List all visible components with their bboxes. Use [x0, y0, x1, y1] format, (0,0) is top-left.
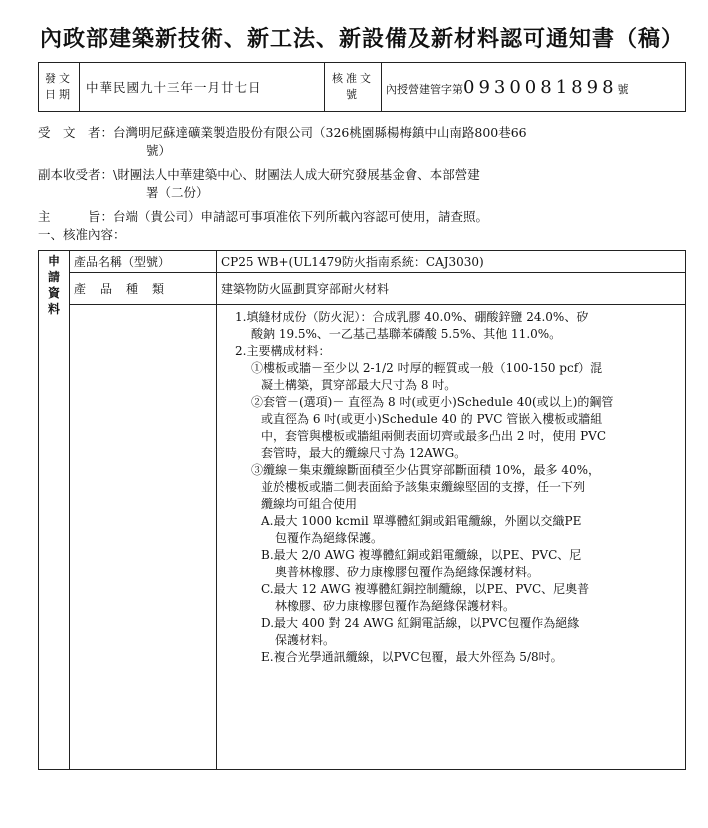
materials-line: 奧普林橡膠、矽力康橡膠包覆作為絕緣保護材料。 — [275, 565, 540, 579]
materials-line: 酸鈉 19.5%、一乙基己基聯苯磷酸 5.5%、其他 11.0%。 — [251, 327, 562, 341]
materials-line: ①樓板或牆－至少以 2-1/2 吋厚的輕質或一般（100-150 pcf）混 — [251, 361, 603, 375]
materials-line: A.最大 1000 kcmil 單導體紅銅或鋁電纜線，外圍以交織PE — [261, 514, 582, 528]
materials-line: ③纜線－集束纜線斷面積至少佔貫穿部斷面積 10%，最多 40%， — [251, 463, 600, 477]
materials-line: 林橡膠、矽力康橡膠包覆作為絕緣保護材料。 — [275, 599, 516, 613]
cc-text-1: \財團法人中華建築中心、財團法人成大研究發展基金會、本部營建 — [113, 167, 480, 182]
recipient-text-1: 台灣明尼蘇達礦業製造股份有限公司（326桃園縣楊梅鎮中山南路800巷66 — [113, 125, 527, 140]
materials-line: B.最大 2/0 AWG 複導體紅銅或鋁電纜線，以PE、PVC、尼 — [261, 548, 582, 562]
materials-line: 凝土構築，貫穿部最大尺寸為 8 吋。 — [261, 378, 457, 392]
materials-line: 保護材料。 — [275, 633, 336, 647]
materials-line: 纜線均可組合使用 — [261, 497, 358, 511]
num-digits: 0930081898 — [463, 76, 618, 98]
application-table — [38, 250, 686, 770]
num-suffix: 號 — [617, 82, 629, 96]
materials-line: 1.填縫材成份（防火泥）：合成乳膠 40.0%、硼酸鋅鹽 24.0%、矽 — [235, 310, 589, 324]
materials-line: ②套管－(選項)－ 直徑為 8 吋(或更小)Schedule 40(或以上)的鋼管 — [251, 395, 614, 409]
recipient-line-2: 號） — [146, 143, 172, 158]
date-value-cell — [80, 63, 325, 112]
side-label-cell — [39, 251, 70, 770]
materials-cell — [217, 305, 686, 770]
product-value-cell — [217, 251, 686, 273]
materials-line: 中，套管與樓板或牆組兩側表面切齊或最多凸出 2 吋，使用 PVC — [261, 429, 607, 443]
recipient-line — [38, 124, 527, 142]
type-label: 產 品 種 類 — [74, 282, 166, 296]
materials-line: 套管時，最大的纜線尺寸為 12AWG。 — [261, 446, 467, 460]
document-title: 內政部建築新技術、新工法、新設備及新材料認可通知書（稿） — [40, 26, 685, 52]
type-value: 建築物防火區劃貫穿部耐火材料 — [221, 282, 390, 296]
date-value: 中華民國九十三年一月廿七日 — [86, 80, 262, 95]
type-label-cell — [70, 273, 217, 305]
materials-line: 2.主要構成材料： — [235, 344, 331, 358]
recipient-label: 受 文 者： — [38, 125, 114, 140]
subject-label: 主 旨： — [38, 209, 114, 224]
type-value-cell — [217, 273, 686, 305]
product-label-cell — [70, 251, 217, 273]
date-label-cell — [39, 63, 80, 112]
materials-line: 包覆作為絕緣保護。 — [275, 531, 384, 545]
num-label: 核准文號 — [332, 72, 374, 101]
num-label-cell — [325, 63, 382, 112]
materials-line: 並於樓板或牆二側表面給予該集束纜線堅固的支撐，任一下列 — [261, 480, 586, 494]
side-label: 申請資料 — [47, 254, 60, 316]
empty-label-cell — [70, 305, 217, 770]
product-label: 產品名稱（型號） — [74, 255, 171, 269]
date-label: 發文日期 — [45, 72, 73, 101]
product-value: CP25 WB+(UL1479防火指南系統：CAJ3030) — [221, 255, 484, 269]
subject-line — [38, 208, 488, 226]
cc-line-2: 署（二份） — [146, 185, 209, 200]
num-prefix: 內授營建管字第 — [386, 82, 463, 96]
cc-label: 副本收受者： — [38, 167, 114, 182]
materials-line: D.最大 400 對 24 AWG 紅銅電話線，以PVC包覆作為絕緣 — [261, 616, 580, 630]
materials-list — [223, 309, 679, 666]
section-heading: 一、核准內容： — [38, 227, 126, 242]
cc-line — [38, 166, 480, 184]
materials-line: E.複合光學通訊纜線，以PVC包覆，最大外徑為 5/8吋。 — [261, 650, 563, 664]
num-value-cell — [382, 63, 686, 112]
subject-text: 台端（貴公司）申請認可事項准依下列所載內容認可使用，請查照。 — [113, 209, 489, 224]
materials-line: C.最大 12 AWG 複導體紅銅控制纜線，以PE、PVC、尼奧普 — [261, 582, 590, 596]
header-table — [38, 62, 686, 112]
materials-line: 或直徑為 6 吋(或更小)Schedule 40 的 PVC 管嵌入樓板或牆組 — [261, 412, 603, 426]
